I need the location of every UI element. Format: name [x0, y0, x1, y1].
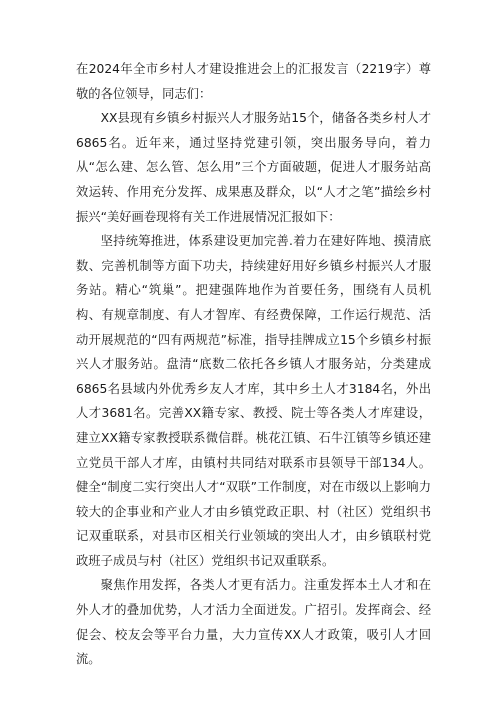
paragraph-intro: XX县现有乡镇乡村振兴人才服务站15个，储备各类乡村人才6865名。近年来，通过坚持党建引领，突出服务导向，着力从“怎么建、怎么管、怎么用”三个方面破题，促进人才服务站高效运转、作用充分发挥、成果惠及群众，以“人才之笔”描绘乡村振兴“美好画卷现将有关工作进展情况汇报如下：	[76, 111, 431, 224]
paragraph-system-building: 坚持统筹推进，体系建设更加完善.着力在建好阵地、摸清底数、完善机制等方面下功夫，持续建好用好乡镇乡村振兴人才服务站。精心“筑巢”。把建强阵地作为首要任务，围绕有人员机构、有规章制度、有人才智库、有经费保障，工作运行规范、活动开展规范的“四有两规范”标准，指导挂牌成立15个乡镇乡村振兴人才服务站。盘清“底数二依托各乡镇人才服务站，分类建成6865名县域内外优秀乡友人才库，其中乡土人才3184名，外出人才3681名。完善XX籍专家、教授、院士等各类人才库建设，建立XX籍专家教授联系微信群。桃花江镇、石牛江镇等乡镇还建立党员干部人才库，由镇村共同结对联系市县领导干部134人。健全“制度二实行突出人才“双联”工作制度，对在市级以上影响力较大的企事业和产业人才由乡镇党政正职、村（社区）党组织书记双重联系，对县市区相关行业领域的突出人才，由乡镇联村党政班子成员与村（社区）党组织书记双重联系。	[76, 234, 431, 568]
document-body	[76, 57, 431, 672]
document-title-line: 在2024年全市乡村人才建设推进会上的汇报发言（2219字）尊敬的各位领导，同志们：	[76, 62, 431, 101]
paragraph-talent-role: 聚焦作用发挥，各类人才更有活力。注重发挥本土人才和在外人才的叠加优势，人才活力全面迸发。广招引。发挥商会、经促会、校友会等平台力量，大力宣传XX人才政策，吸引人才回流。	[76, 578, 431, 667]
